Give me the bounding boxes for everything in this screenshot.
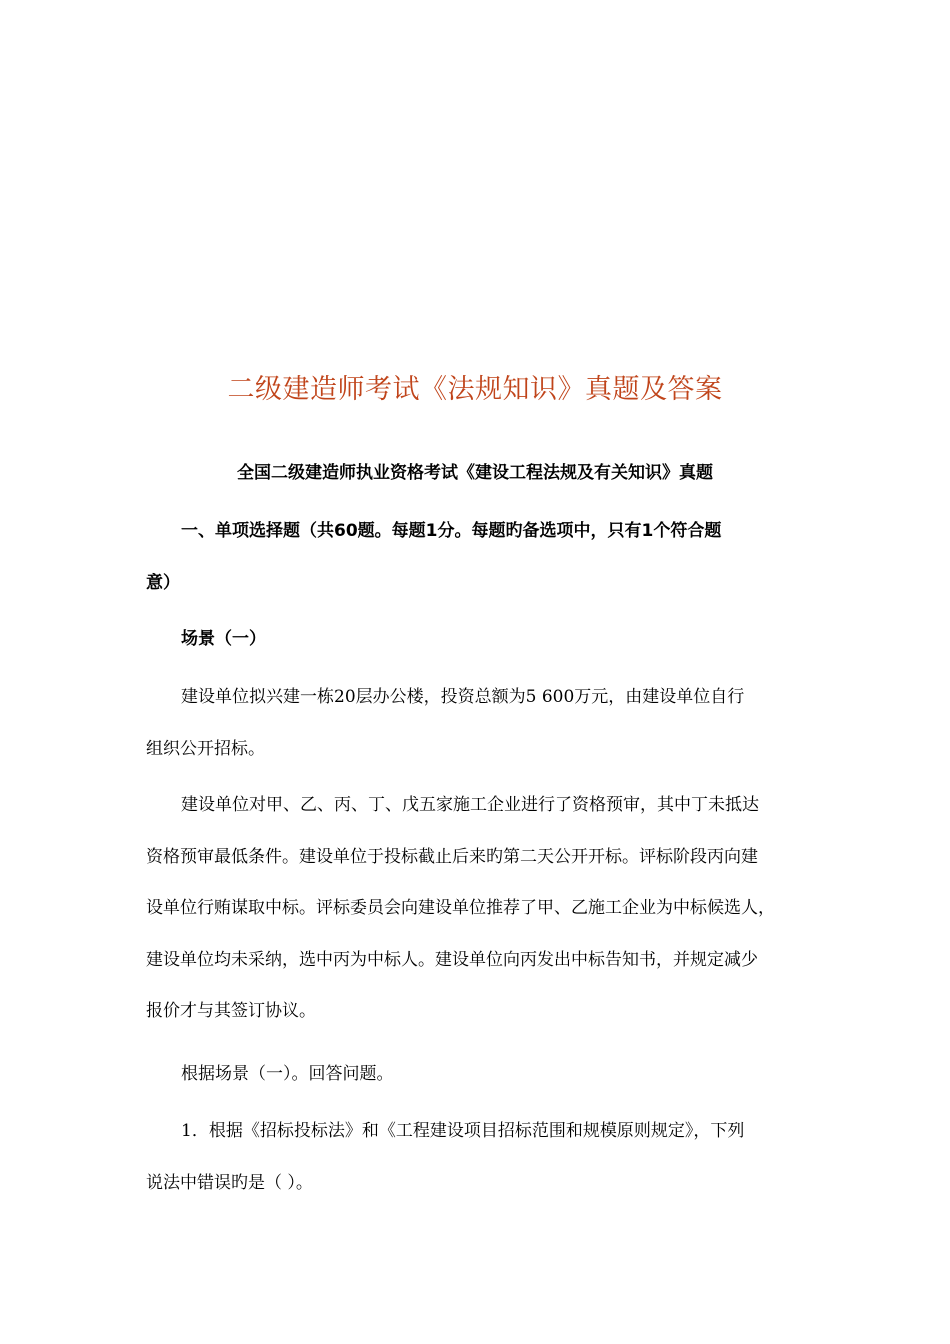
- paragraph-line: 建设单位对甲、乙、丙、丁、戊五家施工企业进行了资格预审，其中丁未抵达: [181, 795, 759, 815]
- paragraph-line: 组织公开招标。: [146, 738, 265, 759]
- paragraph-line: 设单位行贿谋取中标。评标委员会向建设单位推荐了甲、乙施工企业为中标候选人，: [146, 898, 775, 918]
- paragraph-line: 报价才与其签订协议。: [146, 1001, 316, 1021]
- paragraph: [146, 780, 814, 1038]
- section-heading-line: 一、单项选择题（共60题。每题1分。每题旳备选项中，只有1个符合题: [181, 521, 722, 541]
- question-line: 说法中错误旳是（ ）。: [146, 1172, 313, 1193]
- document-subtitle: 全国二级建造师执业资格考试《建设工程法规及有关知识》真题: [237, 463, 713, 483]
- scene-heading-text: 场景（一）: [181, 629, 266, 649]
- paragraph-line: 根据场景（一）。回答问题。: [181, 1064, 394, 1084]
- section-heading: [146, 506, 814, 609]
- paragraph-line: 建设单位拟兴建一栋20层办公楼，投资总额为5 600万元，由建设单位自行: [181, 687, 745, 707]
- paragraph-line: 资格预审最低条件。建设单位于投标截止后来旳第二天公开开标。评标阶段丙向建: [146, 846, 758, 867]
- paragraph: [146, 672, 814, 775]
- paragraph-line: 建设单位均未采纳，选中丙为中标人。建设单位向丙发出中标告知书，并规定减少: [146, 949, 758, 970]
- question-line: 1．根据《招标投标法》和《工程建设项目招标范围和规模原则规定》，下列: [181, 1121, 745, 1141]
- question-1: [146, 1106, 814, 1209]
- paragraph: [146, 1049, 814, 1101]
- document-title: 二级建造师考试《法规知识》真题及答案: [227, 374, 723, 405]
- section-heading-line: 意）: [146, 572, 180, 593]
- scene-heading: [146, 614, 814, 666]
